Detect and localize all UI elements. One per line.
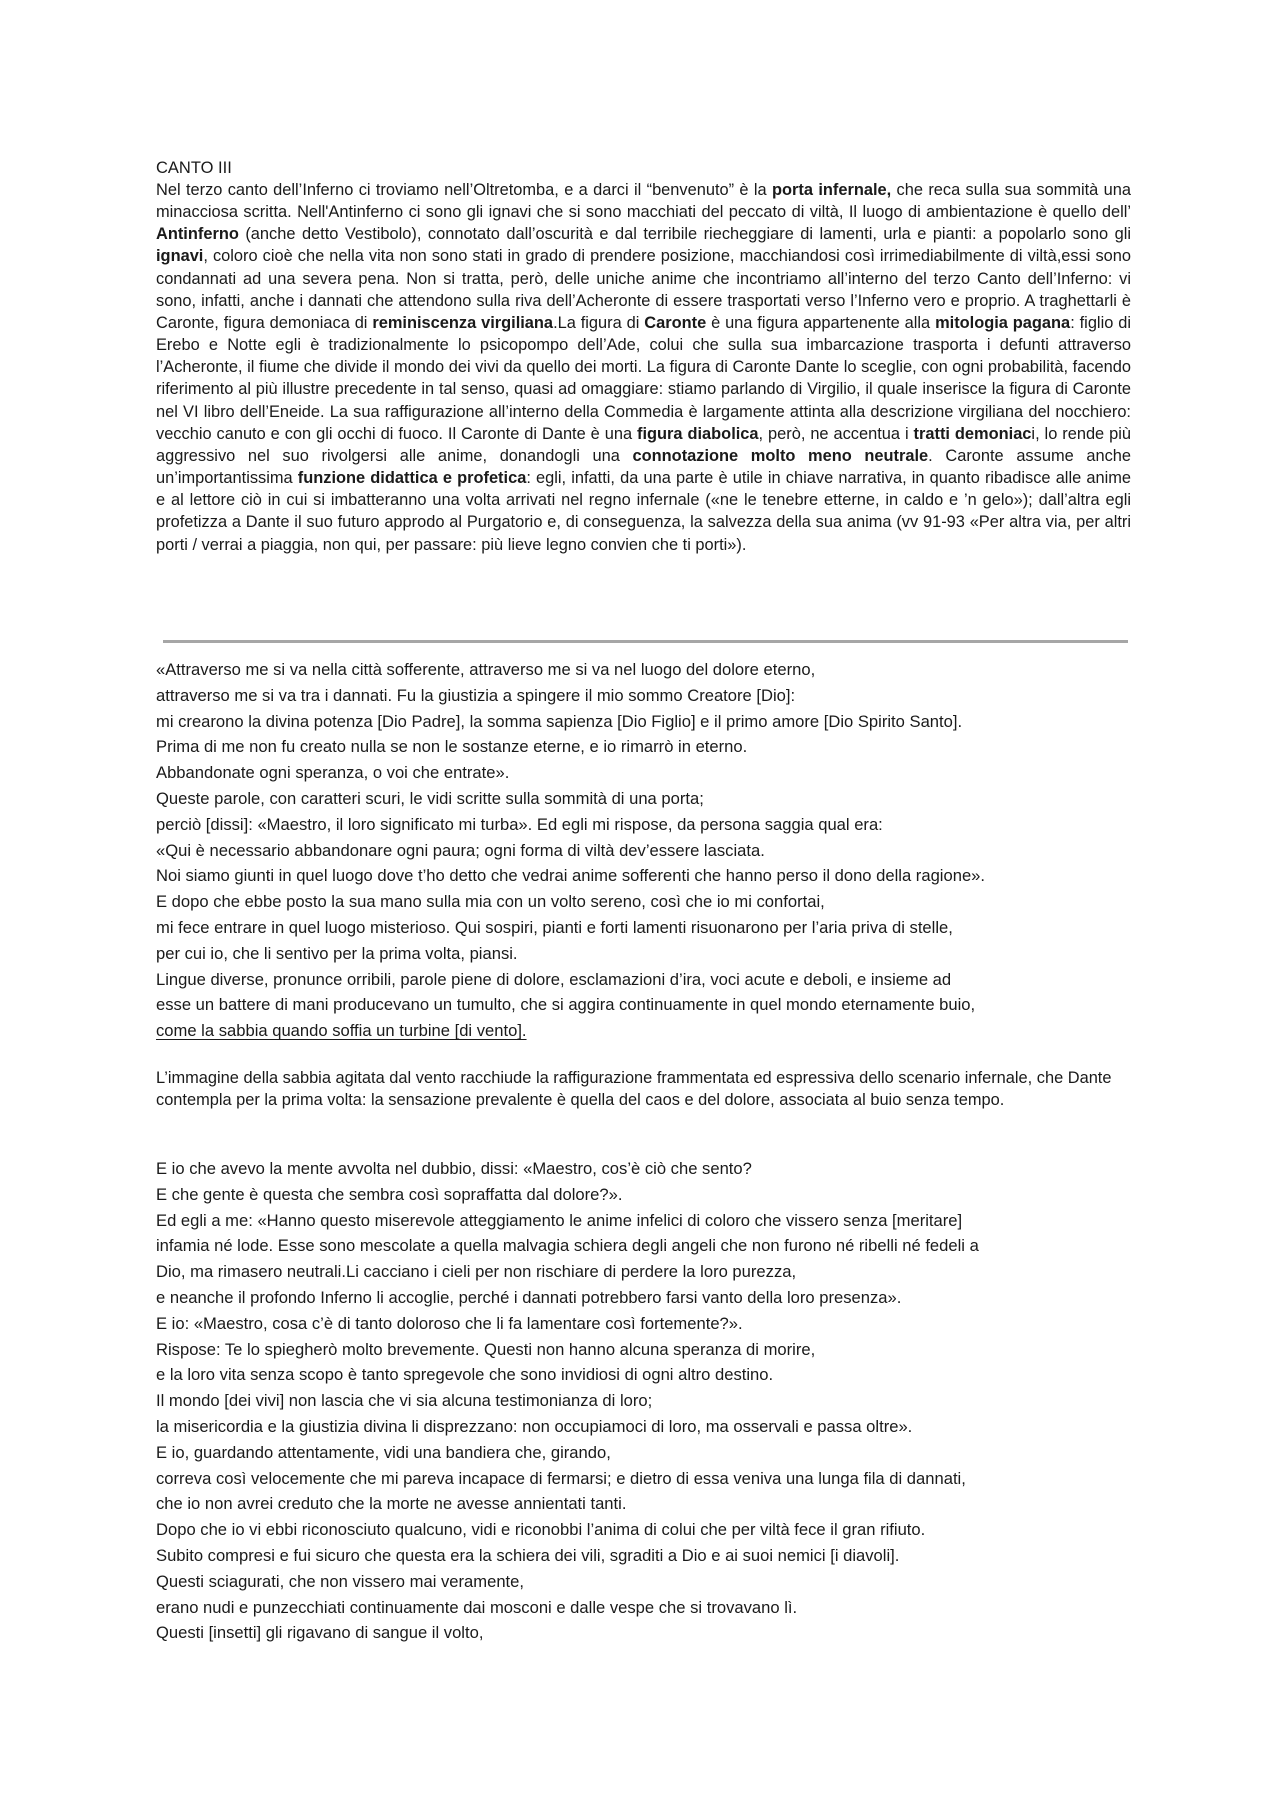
verse-line: attraverso me si va tra i dannati. Fu la giustizia a spingere il mio sommo Creatore [Dio]: xyxy=(156,685,796,705)
intro-text-run: (anche detto Vestibolo), connotato dall’oscurità e dal terribile riecheggiare di lamenti, urla e pianti: a popolarlo sono gli xyxy=(238,225,1131,244)
verse-line: E io che avevo la mente avvolta nel dubbio, dissi: «Maestro, cos’è ciò che sento? xyxy=(156,1159,752,1178)
intro-text-run: è una figura appartenente alla xyxy=(706,313,936,332)
verse-line: la misericordia e la giustizia divina li disprezzano: non occupiamoci di loro, ma osservali e passa oltre». xyxy=(156,1416,913,1436)
verse-line: per cui io, che li sentivo per la prima volta, piansi. xyxy=(156,943,518,963)
verse-line: erano nudi e punzecchiati continuamente dai mosconi e dalle vespe che si trovavano lì. xyxy=(156,1597,798,1617)
horizontal-divider xyxy=(163,640,1128,643)
verse-line: E io: «Maestro, cosa c’è di tanto doloroso che li fa lamentare così fortemente?». xyxy=(156,1313,743,1333)
verse-line: Rispose: Te lo spiegherò molto brevemente. Questi non hanno alcuna speranza di morire, xyxy=(156,1339,816,1359)
verse-line: e la loro vita senza scopo è tanto spregevole che sono invidiosi di ogni altro destino. xyxy=(156,1365,774,1385)
verse-line: Questi sciagurati, che non vissero mai veramente, xyxy=(156,1571,524,1591)
verse-line: E dopo che ebbe posto la sua mano sulla mia con un volto sereno, così che io mi confortai, xyxy=(156,892,825,912)
intro-text-run: che reca sulla sua sommità una minacciosa scritta. Nell'Antinferno ci sono gli ignavi che si sono macchiati del peccato di viltà, Il luogo di ambientazione è quello dell’ xyxy=(156,181,1131,222)
verse-line: esse un battere di mani producevano un tumulto, che si aggira continuamente in quel mondo eternamente buio, xyxy=(156,995,976,1015)
intro-text-run: Nel terzo canto dell’Inferno ci troviamo nell’Oltretomba, e a darci il “benvenuto” è la xyxy=(156,181,772,199)
bold-term: porta infernale, xyxy=(772,181,892,199)
underlined-text: come la sabbia quando soffia un turbine [di vento]. xyxy=(156,1021,527,1041)
verse-line: Prima di me non fu creato nulla se non le sostanze eterne, e io rimarrò in eterno. xyxy=(156,737,748,757)
verse-line: Lingue diverse, pronunce orribili, parole piene di dolore, esclamazioni d’ira, voci acute e deboli, e insieme ad xyxy=(156,969,952,989)
verse-line: «Qui è necessario abbandonare ogni paura; ogni forma di viltà dev’essere lasciata. xyxy=(156,840,765,860)
verse-line: mi fece entrare in quel luogo misterioso. Qui sospiri, pianti e forti lamenti risuonarono per l’aria priva di stelle, xyxy=(156,917,953,937)
verse-line: Dio, ma rimasero neutrali.Li cacciano i cieli per non rischiare di perdere la loro purezza, xyxy=(156,1262,797,1282)
intro-text-run: : figlio di Erebo e Notte egli è tradizionalmente lo psicopompo dell’Ade, colui che sulla sua imbarcazione trasporta i defunti attraverso l’Acheronte, il fiume che divide il mondo dei vivi da quello dei morti. La figura di Caronte Dante lo sceglie, con ogni probabilità, facendo riferimento al più illustre precedente in tal senso, quasi ad omaggiare: stiamo parlando di Virgilio, il quale inserisce la figura di Caronte nel VI libro dell’Eneide. La sua raffigurazione all’interno della Commedia è largamente attinta alla descrizione virgiliana del nocchiero: vecchio canuto e con gli occhi di fuoco. Il Caronte di Dante è una xyxy=(156,313,1131,443)
verse-line: E io, guardando attentamente, vidi una bandiera che, girando, xyxy=(156,1442,611,1462)
verse-line: Noi siamo giunti in quel luogo dove t’ho detto che vedrai anime sofferenti che hanno perso il dono della ragione». xyxy=(156,866,986,886)
intro-text-run: : egli, infatti, da una parte è utile in chiave narrativa, in quanto ribadisce alle anime e al lettore ciò in cui si imbatteranno una volta arrivati nel regno infernale («ne le tenebre etterne, in caldo e ’n gelo»); dall’altra egli profetizza a Dante il suo futuro approdo al Purgatorio e, di conseguenza, la salvezza della sua anima (vv 91-93 «Per altra via, per altri porti / verrai a piaggia, non qui, per passare: più lieve legno convien che ti porti»). xyxy=(156,469,1131,554)
verse-line: Questi [insetti] gli rigavano di sangue il volto, xyxy=(156,1623,484,1643)
verse-line: E che gente è questa che sembra così sopraffatta dal dolore?». xyxy=(156,1184,623,1204)
verse-line: Queste parole, con caratteri scuri, le vidi scritte sulla sommità di una porta; xyxy=(156,788,704,808)
verse-block-1 xyxy=(156,657,985,1044)
intro-paragraph xyxy=(156,179,1131,556)
verse-line: Dopo che io vi ebbi riconosciuto qualcuno, vidi e riconobbi l’anima di colui che per viltà fece il gran rifiuto. xyxy=(156,1520,926,1540)
bold-term: tratti demoniac xyxy=(913,424,1032,443)
verse-line: mi crearono la divina potenza [Dio Padre], la somma sapienza [Dio Figlio] e il primo amore [Dio Spirito Santo]. xyxy=(156,711,963,731)
bold-term: Caronte xyxy=(644,313,707,332)
verse-line: Ed egli a me: «Hanno questo miserevole atteggiamento le anime infelici di coloro che vissero senza [meritare] xyxy=(156,1210,963,1230)
bold-term: mitologia pagana xyxy=(935,313,1071,332)
intro-text-run: , coloro cioè che nella vita non sono stati in grado di prendere posizione, macchiandosi così irrimediabilmente di viltà,essi sono condannati ad una severa pena. Non si tratta, però, delle uniche anime che incontriamo all’interno del terzo Canto dell’Inferno: vi sono, infatti, anche i dannati che attendono sulla riva dell’Acheronte di essere trasportati verso l’Inferno vero e proprio. A traghettarli è Caronte, figura demoniaca di xyxy=(156,247,1131,332)
verse-line: infamia né lode. Esse sono mescolate a quella malvagia schiera degli angeli che non furono né ribelli né fedeli a xyxy=(156,1236,979,1256)
verse-block-2 xyxy=(156,1156,979,1646)
bold-term: figura diabolica xyxy=(637,424,759,443)
bold-term: Antinferno xyxy=(156,225,239,244)
canto-heading: CANTO III xyxy=(156,159,232,177)
intro-text-run: . Caronte assume anche un’importantissima xyxy=(156,446,1132,488)
verse-line: «Attraverso me si va nella città sofferente, attraverso me si va nel luogo del dolore eterno, xyxy=(156,660,816,679)
intro-text-run: i, lo rende più aggressivo nel suo rivolgersi alle anime, donandogli una xyxy=(156,424,1131,465)
bold-term: connotazione molto meno neutrale xyxy=(632,446,929,465)
intro-text-run: .La figura di xyxy=(553,313,645,332)
verse-line: Il mondo [dei vivi] non lascia che vi sia alcuna testimonianza di loro; xyxy=(156,1391,653,1411)
bold-term: reminiscenza virgiliana xyxy=(372,313,554,332)
bold-term: funzione didattica e profetica xyxy=(297,469,527,488)
bold-term: ignavi xyxy=(156,247,204,266)
commentary-paragraph: L’immagine della sabbia agitata dal vento racchiude la raffigurazione frammentata ed espressiva dello scenario infernale, che Dante contempla per la prima volta: la sensazione prevalente è quella del caos e del dolore, associata al buio senza tempo. xyxy=(156,1069,1112,1110)
verse-line: Subito compresi e fui sicuro che questa era la schiera dei vili, sgraditi a Dio e ai suoi nemici [i diavoli]. xyxy=(156,1545,900,1565)
intro-text-run: , però, ne accentua i xyxy=(758,424,914,443)
verse-line: che io non avrei creduto che la morte ne avesse annientati tanti. xyxy=(156,1494,627,1514)
verse-line: correva così velocemente che mi pareva incapace di fermarsi; e dietro di essa veniva una lunga fila di dannati, xyxy=(156,1468,966,1488)
verse-line: Abbandonate ogni speranza, o voi che entrate». xyxy=(156,763,510,783)
verse-line: e neanche il profondo Inferno li accoglie, perché i dannati potrebbero farsi vanto della loro presenza». xyxy=(156,1287,902,1307)
verse-line-underlined xyxy=(156,1018,985,1044)
verse-line: perciò [dissi]: «Maestro, il loro significato mi turba». Ed egli mi rispose, da persona saggia qual era: xyxy=(156,814,883,834)
